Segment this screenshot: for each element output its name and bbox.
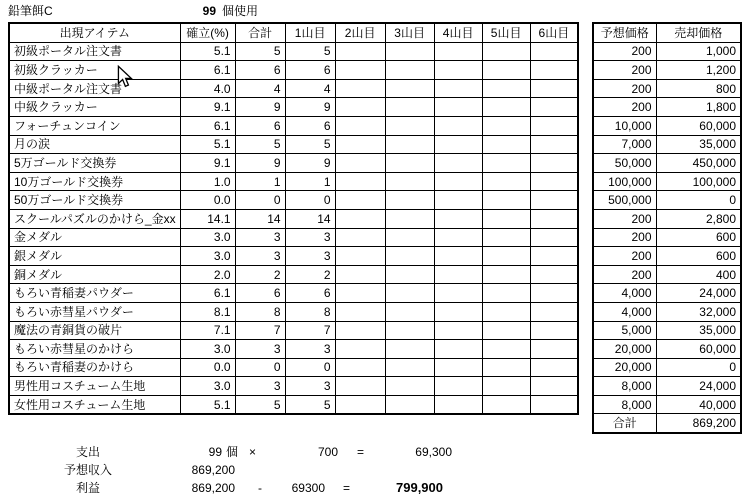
table-row [593, 321, 741, 340]
pile4-cell[interactable] [434, 265, 482, 284]
pile4-cell[interactable] [434, 172, 482, 191]
probability-cell[interactable]: 4.0 [180, 79, 235, 98]
price-table [592, 22, 742, 434]
pile3-cell[interactable] [385, 191, 434, 210]
pile6-cell[interactable] [530, 377, 578, 396]
pile3-cell[interactable] [385, 247, 434, 266]
pile5-cell[interactable] [482, 321, 530, 340]
probability-cell[interactable]: 8.1 [180, 302, 235, 321]
pile4-cell[interactable] [434, 302, 482, 321]
sell-price-cell[interactable]: 0 [656, 358, 741, 377]
item-name-cell[interactable]: 銀メダル [9, 247, 180, 266]
expected-price-cell[interactable]: 200 [593, 247, 656, 266]
profit-equals-sign[interactable]: = [343, 481, 351, 495]
total-count-cell[interactable]: 3 [235, 228, 285, 247]
pile5-cell[interactable] [482, 358, 530, 377]
pile3-cell[interactable] [385, 265, 434, 284]
pile4-cell[interactable] [434, 154, 482, 173]
header-cell[interactable]: 売却価格 [656, 23, 741, 42]
profit-expense-cell[interactable]: 69300 [291, 481, 325, 495]
pile3-cell[interactable] [385, 321, 434, 340]
expected-price-cell[interactable]: 5,000 [593, 321, 656, 340]
total-count-cell[interactable]: 8 [235, 302, 285, 321]
item-name-cell[interactable]: もろい青稲妻パウダー [9, 284, 180, 303]
use-count-cell[interactable]: 99 [202, 4, 216, 18]
pile3-cell[interactable] [385, 340, 434, 359]
pile3-cell[interactable] [385, 116, 434, 135]
pile1-cell[interactable]: 0 [285, 358, 335, 377]
pile5-cell[interactable] [482, 42, 530, 61]
pile1-cell[interactable]: 14 [285, 209, 335, 228]
expected-price-cell[interactable]: 4,000 [593, 284, 656, 303]
pile3-cell[interactable] [385, 302, 434, 321]
total-count-cell[interactable]: 14 [235, 209, 285, 228]
pile4-cell[interactable] [434, 395, 482, 414]
probability-cell[interactable]: 6.1 [180, 116, 235, 135]
table-row [593, 209, 741, 228]
pile6-cell[interactable] [530, 61, 578, 80]
total-count-cell[interactable]: 1 [235, 172, 285, 191]
item-name-cell[interactable]: 初級ポータル注文書 [9, 42, 180, 61]
pile4-cell[interactable] [434, 42, 482, 61]
pile2-cell[interactable] [335, 358, 385, 377]
pile2-cell[interactable] [335, 340, 385, 359]
pile1-cell[interactable]: 9 [285, 98, 335, 117]
pile4-cell[interactable] [434, 358, 482, 377]
item-name-cell[interactable]: 5万ゴールド交換券 [9, 154, 180, 173]
pile3-cell[interactable] [385, 154, 434, 173]
drop-table [8, 22, 579, 415]
pile4-cell[interactable] [434, 377, 482, 396]
pile6-cell[interactable] [530, 284, 578, 303]
pile3-cell[interactable] [385, 135, 434, 154]
pile2-cell[interactable] [335, 42, 385, 61]
table-row [593, 247, 741, 266]
probability-cell[interactable]: 5.1 [180, 395, 235, 414]
pile5-cell[interactable] [482, 284, 530, 303]
sell-price-cell[interactable]: 2,800 [656, 209, 741, 228]
pile5-cell[interactable] [482, 79, 530, 98]
table-row [593, 98, 741, 117]
item-name-cell[interactable]: 魔法の青銅貨の破片 [9, 321, 180, 340]
pile3-cell[interactable] [385, 228, 434, 247]
pile5-cell[interactable] [482, 98, 530, 117]
sell-price-cell[interactable]: 32,000 [656, 302, 741, 321]
expense-label-cell[interactable]: 支出 [75, 445, 100, 459]
sell-price-cell[interactable]: 400 [656, 265, 741, 284]
pile1-cell[interactable]: 2 [285, 265, 335, 284]
table-row [9, 154, 578, 173]
expected-price-cell[interactable]: 8,000 [593, 395, 656, 414]
pile2-cell[interactable] [335, 321, 385, 340]
expense-equals-sign[interactable]: = [357, 445, 365, 459]
expected-price-cell[interactable]: 20,000 [593, 358, 656, 377]
pile5-cell[interactable] [482, 247, 530, 266]
pile2-cell[interactable] [335, 265, 385, 284]
total-count-cell[interactable]: 6 [235, 61, 285, 80]
total-count-cell[interactable]: 5 [235, 395, 285, 414]
table-row [9, 284, 578, 303]
item-name-cell[interactable]: 中級ポータル注文書 [9, 79, 180, 98]
item-name-cell[interactable]: 銅メダル [9, 265, 180, 284]
pile2-cell[interactable] [335, 284, 385, 303]
pile2-cell[interactable] [335, 247, 385, 266]
table-row [593, 340, 741, 359]
sell-price-cell[interactable]: 100,000 [656, 172, 741, 191]
pile2-cell[interactable] [335, 302, 385, 321]
pile2-cell[interactable] [335, 116, 385, 135]
probability-cell[interactable]: 0.0 [180, 358, 235, 377]
sell-price-cell[interactable]: 60,000 [656, 116, 741, 135]
table-row [9, 265, 578, 284]
expected-price-cell[interactable]: 7,000 [593, 135, 656, 154]
total-count-cell[interactable]: 5 [235, 42, 285, 61]
sell-price-cell[interactable]: 24,000 [656, 284, 741, 303]
item-name-cell[interactable]: フォーチュンコイン [9, 116, 180, 135]
table-row [593, 79, 741, 98]
pile4-cell[interactable] [434, 116, 482, 135]
price-total-row [593, 414, 741, 433]
pile5-cell[interactable] [482, 135, 530, 154]
table-row [593, 358, 741, 377]
expected-price-cell[interactable]: 500,000 [593, 191, 656, 210]
pile5-cell[interactable] [482, 395, 530, 414]
pile5-cell[interactable] [482, 340, 530, 359]
profit-label-cell[interactable]: 利益 [75, 481, 100, 495]
pile5-cell[interactable] [482, 209, 530, 228]
pile6-cell[interactable] [530, 98, 578, 117]
mouse-cursor-icon [117, 65, 133, 93]
expected-price-cell[interactable]: 200 [593, 79, 656, 98]
table-row [9, 116, 578, 135]
probability-cell[interactable]: 5.1 [180, 42, 235, 61]
table-row [9, 98, 578, 117]
table-row [9, 340, 578, 359]
pile6-cell[interactable] [530, 154, 578, 173]
header-cell[interactable]: 1山目 [285, 23, 335, 42]
pile1-cell[interactable]: 9 [285, 154, 335, 173]
item-name-cell[interactable]: もろい赤彗星パウダー [9, 302, 180, 321]
pile6-cell[interactable] [530, 191, 578, 210]
pile6-cell[interactable] [530, 79, 578, 98]
sell-price-cell[interactable]: 600 [656, 228, 741, 247]
pile5-cell[interactable] [482, 191, 530, 210]
pile5-cell[interactable] [482, 154, 530, 173]
pile4-cell[interactable] [434, 135, 482, 154]
header-cell[interactable]: 6山目 [530, 23, 578, 42]
total-count-cell[interactable]: 9 [235, 154, 285, 173]
table-row [9, 228, 578, 247]
table-row [9, 209, 578, 228]
pile5-cell[interactable] [482, 61, 530, 80]
pile6-cell[interactable] [530, 228, 578, 247]
pile4-cell[interactable] [434, 228, 482, 247]
item-name-cell[interactable]: 10万ゴールド交換券 [9, 172, 180, 191]
table-row [593, 377, 741, 396]
expected-price-cell[interactable]: 50,000 [593, 154, 656, 173]
unit-price-cell[interactable]: 700 [317, 445, 338, 459]
expected-price-cell[interactable]: 4,000 [593, 302, 656, 321]
pile1-cell[interactable]: 0 [285, 191, 335, 210]
total-count-cell[interactable]: 9 [235, 98, 285, 117]
table-row [593, 395, 741, 414]
pile3-cell[interactable] [385, 395, 434, 414]
expense-total-cell[interactable]: 69,300 [415, 445, 452, 459]
pile6-cell[interactable] [530, 321, 578, 340]
probability-cell[interactable]: 14.1 [180, 209, 235, 228]
pile1-cell[interactable]: 1 [285, 172, 335, 191]
profit-income-cell[interactable]: 869,200 [191, 481, 235, 495]
probability-cell[interactable]: 3.0 [180, 228, 235, 247]
item-name-cell[interactable]: 50万ゴールド交換券 [9, 191, 180, 210]
pile2-cell[interactable] [335, 61, 385, 80]
sell-price-cell[interactable]: 600 [656, 247, 741, 266]
pile6-cell[interactable] [530, 135, 578, 154]
table-row [9, 42, 578, 61]
table-row [9, 302, 578, 321]
table-row [593, 265, 741, 284]
pile3-cell[interactable] [385, 284, 434, 303]
pile1-cell[interactable]: 8 [285, 302, 335, 321]
total-count-cell[interactable]: 3 [235, 377, 285, 396]
table-row [593, 42, 741, 61]
pile4-cell[interactable] [434, 98, 482, 117]
expected-price-cell[interactable]: 200 [593, 228, 656, 247]
sell-price-cell[interactable]: 35,000 [656, 321, 741, 340]
drop-table-header-row [9, 23, 578, 42]
table-row [9, 172, 578, 191]
pile2-cell[interactable] [335, 98, 385, 117]
price-total-value[interactable]: 869,200 [656, 414, 741, 433]
pile4-cell[interactable] [434, 209, 482, 228]
pile1-cell[interactable]: 3 [285, 340, 335, 359]
probability-cell[interactable]: 6.1 [180, 61, 235, 80]
minus-sign[interactable]: - [258, 481, 262, 495]
table-row [9, 79, 578, 98]
probability-cell[interactable]: 0.0 [180, 191, 235, 210]
sell-price-cell[interactable]: 35,000 [656, 135, 741, 154]
pile6-cell[interactable] [530, 395, 578, 414]
pile3-cell[interactable] [385, 172, 434, 191]
header-cell[interactable]: 予想価格 [593, 23, 656, 42]
probability-cell[interactable]: 3.0 [180, 247, 235, 266]
pile3-cell[interactable] [385, 98, 434, 117]
pile2-cell[interactable] [335, 395, 385, 414]
pile6-cell[interactable] [530, 358, 578, 377]
sell-price-cell[interactable]: 40,000 [656, 395, 741, 414]
probability-cell[interactable]: 3.0 [180, 377, 235, 396]
pile3-cell[interactable] [385, 42, 434, 61]
price-table-body [593, 42, 741, 414]
pile1-cell[interactable]: 7 [285, 321, 335, 340]
pile4-cell[interactable] [434, 191, 482, 210]
pile1-cell[interactable]: 5 [285, 42, 335, 61]
total-count-cell[interactable]: 4 [235, 79, 285, 98]
pile2-cell[interactable] [335, 135, 385, 154]
probability-cell[interactable]: 9.1 [180, 98, 235, 117]
table-row [9, 191, 578, 210]
table-row [9, 358, 578, 377]
expected-price-cell[interactable]: 100,000 [593, 172, 656, 191]
item-name-cell[interactable]: 初級クラッカー [9, 61, 180, 80]
item-name-cell[interactable]: 金メダル [9, 228, 180, 247]
item-name-cell[interactable]: 女性用コスチューム生地 [9, 395, 180, 414]
sell-price-cell[interactable]: 450,000 [656, 154, 741, 173]
pile6-cell[interactable] [530, 42, 578, 61]
table-row [9, 61, 578, 80]
pile1-cell[interactable]: 6 [285, 61, 335, 80]
pile2-cell[interactable] [335, 191, 385, 210]
expected-price-cell[interactable]: 200 [593, 42, 656, 61]
pile3-cell[interactable] [385, 79, 434, 98]
table-row [593, 61, 741, 80]
pile1-cell[interactable]: 3 [285, 228, 335, 247]
total-count-cell[interactable]: 0 [235, 191, 285, 210]
multiply-sign[interactable]: × [249, 445, 257, 459]
sell-price-cell[interactable]: 800 [656, 79, 741, 98]
table-row [593, 302, 741, 321]
total-count-cell[interactable]: 3 [235, 340, 285, 359]
total-count-cell[interactable]: 6 [235, 116, 285, 135]
sell-price-cell[interactable]: 1,200 [656, 61, 741, 80]
pile6-cell[interactable] [530, 340, 578, 359]
expense-unit-cell[interactable]: 個 [226, 445, 239, 459]
pile4-cell[interactable] [434, 340, 482, 359]
total-count-cell[interactable]: 6 [235, 284, 285, 303]
pile2-cell[interactable] [335, 154, 385, 173]
header-cell[interactable]: 出現アイテム [9, 23, 180, 42]
table-row [593, 135, 741, 154]
expected-price-cell[interactable]: 200 [593, 265, 656, 284]
table-row [593, 172, 741, 191]
pile1-cell[interactable]: 4 [285, 79, 335, 98]
item-name-cell[interactable]: 中級クラッカー [9, 98, 180, 117]
table-row [9, 247, 578, 266]
table-row [9, 395, 578, 414]
sell-price-cell[interactable]: 1,000 [656, 42, 741, 61]
bait-name-cell[interactable]: 鉛筆餌C [8, 4, 53, 18]
pile2-cell[interactable] [335, 172, 385, 191]
expected-price-cell[interactable]: 8,000 [593, 377, 656, 396]
item-name-cell[interactable]: 男性用コスチューム生地 [9, 377, 180, 396]
price-table-header-row [593, 23, 741, 42]
pile6-cell[interactable] [530, 265, 578, 284]
table-row [9, 135, 578, 154]
probability-cell[interactable]: 6.1 [180, 284, 235, 303]
pile4-cell[interactable] [434, 321, 482, 340]
total-count-cell[interactable]: 3 [235, 247, 285, 266]
pile2-cell[interactable] [335, 209, 385, 228]
pile6-cell[interactable] [530, 172, 578, 191]
pile4-cell[interactable] [434, 61, 482, 80]
table-row [593, 191, 741, 210]
probability-cell[interactable]: 2.0 [180, 265, 235, 284]
sell-price-cell[interactable]: 1,800 [656, 98, 741, 117]
expected-price-cell[interactable]: 200 [593, 61, 656, 80]
header-cell[interactable]: 合計 [235, 23, 285, 42]
table-row [593, 116, 741, 135]
pile5-cell[interactable] [482, 377, 530, 396]
table-row [9, 321, 578, 340]
pile4-cell[interactable] [434, 79, 482, 98]
pile1-cell[interactable]: 5 [285, 395, 335, 414]
pile5-cell[interactable] [482, 116, 530, 135]
item-name-cell[interactable]: もろい青稲妻のかけら [9, 358, 180, 377]
pile1-cell[interactable]: 3 [285, 247, 335, 266]
pile4-cell[interactable] [434, 247, 482, 266]
pile1-cell[interactable]: 3 [285, 377, 335, 396]
expected-price-cell[interactable]: 200 [593, 209, 656, 228]
total-count-cell[interactable]: 0 [235, 358, 285, 377]
profit-value-cell[interactable]: 799,900 [396, 480, 443, 495]
total-count-cell[interactable]: 5 [235, 135, 285, 154]
pile4-cell[interactable] [434, 284, 482, 303]
sell-price-cell[interactable]: 60,000 [656, 340, 741, 359]
pile5-cell[interactable] [482, 302, 530, 321]
pile6-cell[interactable] [530, 302, 578, 321]
expected-price-cell[interactable]: 200 [593, 98, 656, 117]
pile3-cell[interactable] [385, 358, 434, 377]
expected-price-cell[interactable]: 10,000 [593, 116, 656, 135]
pile3-cell[interactable] [385, 377, 434, 396]
table-row [593, 228, 741, 247]
probability-cell[interactable]: 1.0 [180, 172, 235, 191]
expected-price-cell[interactable]: 20,000 [593, 340, 656, 359]
pile3-cell[interactable] [385, 209, 434, 228]
probability-cell[interactable]: 9.1 [180, 154, 235, 173]
pile5-cell[interactable] [482, 265, 530, 284]
table-row [593, 284, 741, 303]
pile2-cell[interactable] [335, 377, 385, 396]
total-count-cell[interactable]: 2 [235, 265, 285, 284]
item-name-cell[interactable]: 月の涙 [9, 135, 180, 154]
pile2-cell[interactable] [335, 228, 385, 247]
use-count-label: 個使用 [222, 4, 259, 18]
pile6-cell[interactable] [530, 116, 578, 135]
header-cell[interactable]: 4山目 [434, 23, 482, 42]
pile1-cell[interactable]: 6 [285, 116, 335, 135]
probability-cell[interactable]: 3.0 [180, 340, 235, 359]
pile1-cell[interactable]: 6 [285, 284, 335, 303]
header-cell[interactable]: 3山目 [385, 23, 434, 42]
pile3-cell[interactable] [385, 61, 434, 80]
pile1-cell[interactable]: 5 [285, 135, 335, 154]
item-name-cell[interactable]: スクールパズルのかけら_金xx [9, 209, 180, 228]
pile5-cell[interactable] [482, 228, 530, 247]
table-row [9, 377, 578, 396]
header-cell[interactable]: 2山目 [335, 23, 385, 42]
pile5-cell[interactable] [482, 172, 530, 191]
expense-count-cell[interactable]: 99 [208, 445, 222, 459]
total-count-cell[interactable]: 7 [235, 321, 285, 340]
income-label-cell[interactable]: 予想収入 [63, 463, 112, 477]
item-name-cell[interactable]: もろい赤彗星のかけら [9, 340, 180, 359]
probability-cell[interactable]: 5.1 [180, 135, 235, 154]
table-row [593, 154, 741, 173]
pile6-cell[interactable] [530, 209, 578, 228]
pile6-cell[interactable] [530, 247, 578, 266]
price-total-label[interactable]: 合計 [593, 414, 656, 433]
income-value-cell[interactable]: 869,200 [191, 463, 235, 477]
probability-cell[interactable]: 7.1 [180, 321, 235, 340]
sell-price-cell[interactable]: 24,000 [656, 377, 741, 396]
header-cell[interactable]: 5山目 [482, 23, 530, 42]
sell-price-cell[interactable]: 0 [656, 191, 741, 210]
pile2-cell[interactable] [335, 79, 385, 98]
drop-table-body [9, 42, 578, 414]
header-cell[interactable]: 確立(%) [180, 23, 235, 42]
